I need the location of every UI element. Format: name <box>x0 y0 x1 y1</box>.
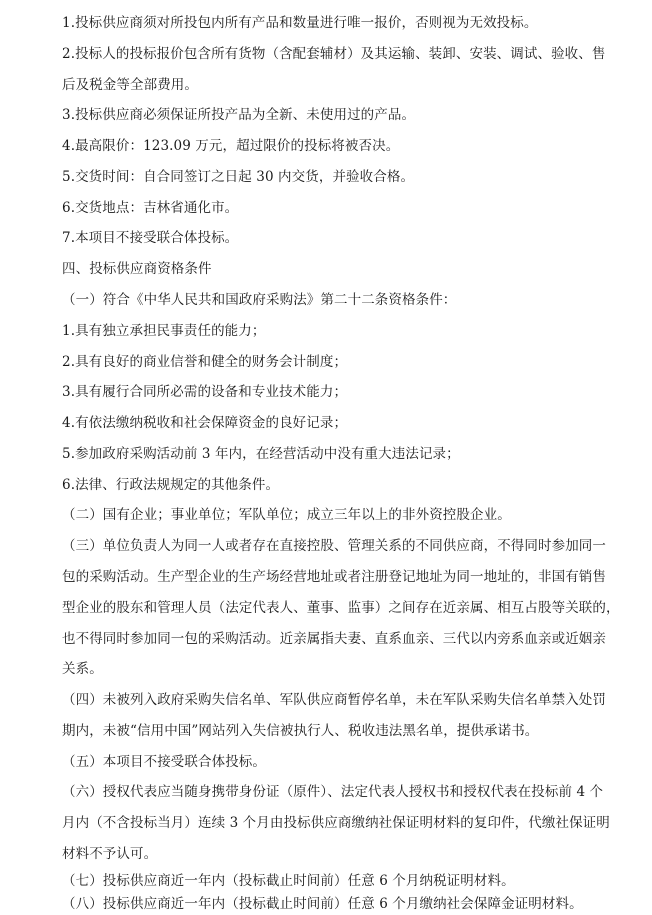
document-line: 5.交货时间：自合同签订之日起 30 内交货，并验收合格。 <box>62 169 415 185</box>
document-line: （八）投标供应商近一年内（投标截止时间前）任意 6 个月缴纳社会保障金证明材料。 <box>62 896 583 912</box>
document-line: 型企业的股东和管理人员（法定代表人、董事、监事）之间存在近亲属、相互占股等关联的， <box>62 600 620 616</box>
document-line: （七）投标供应商近一年内（投标截止时间前）任意 6 个月纳税证明材料。 <box>62 873 515 889</box>
document-line: 材料不予认可。 <box>62 846 158 862</box>
document-line: 3.投标供应商必须保证所投产品为全新、未使用过的产品。 <box>62 107 416 123</box>
document-line: 3.具有履行合同所必需的设备和专业技术能力； <box>62 384 348 400</box>
document-line: 4.有依法缴纳税收和社会保障资金的良好记录； <box>62 415 348 431</box>
document-line: 包的采购活动。生产型企业的生产场经营地址或者注册登记地址为同一地址的，非国有销售 <box>62 569 606 585</box>
document-line: 也不得同时参加同一包的采购活动。近亲属指夫妻、直系血亲、三代以内旁系血亲或近姻亲 <box>62 631 606 647</box>
document-line: 7.本项目不接受联合体投标。 <box>62 230 239 246</box>
document-line: 关系。 <box>62 661 103 677</box>
document-line: 2.投标人的投标报价包含所有货物（含配套辅材）及其运输、装卸、安装、调试、验收、售 <box>62 46 606 62</box>
document-line: （四）未被列入政府采购失信名单、军队供应商暂停名单，未在军队采购失信名单禁入处罚 <box>62 692 606 708</box>
document-line: 1.投标供应商须对所投包内所有产品和数量进行唯一报价，否则视为无效投标。 <box>62 15 538 31</box>
document-line: 5.参加政府采购活动前 3 年内，在经营活动中没有重大违法记录； <box>62 446 460 462</box>
section-heading: 四、投标供应商资格条件 <box>62 261 212 277</box>
document-line: 期内，未被“信用中国”网站列入失信被执行人、税收违法黑名单，提供承诺书。 <box>62 723 539 739</box>
document-line: 月内（不含投标当月）连续 3 个月由投标供应商缴纳社保证明材料的复印件，代缴社保证明 <box>62 815 610 831</box>
document-line: （二）国有企业；事业单位；军队单位；成立三年以上的非外资控股企业。 <box>62 507 511 523</box>
document-line: （一）符合《中华人民共和国政府采购法》第二十二条资格条件： <box>62 292 457 308</box>
document-line: （五）本项目不接受联合体投标。 <box>62 754 266 770</box>
document-line: 1.具有独立承担民事责任的能力； <box>62 323 266 339</box>
document-line: 6.交货地点：吉林省通化市。 <box>62 200 239 216</box>
document-line: 后及税金等全部费用。 <box>62 77 198 93</box>
document-line: 2.具有良好的商业信誉和健全的财务会计制度； <box>62 354 348 370</box>
document-line: （六）授权代表应当随身携带身份证（原件）、法定代表人授权书和授权代表在投标前 4 个 <box>62 784 604 800</box>
document-line: 6.法律、行政法规规定的其他条件。 <box>62 477 280 493</box>
document-line: 4.最高限价：123.09 万元，超过限价的投标将被否决。 <box>62 138 400 154</box>
document-line: （三）单位负责人为同一人或者存在直接控股、管理关系的不同供应商，不得同时参加同一 <box>62 538 606 554</box>
